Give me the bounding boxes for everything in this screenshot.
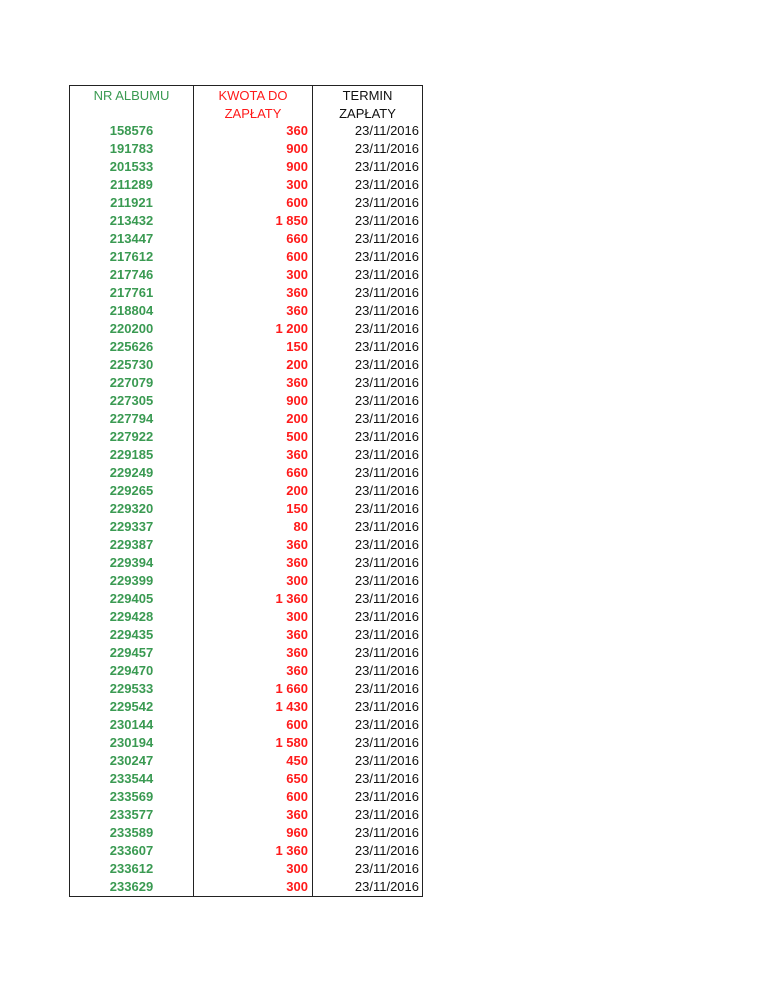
album-number-cell: 217761 (109, 285, 154, 300)
header-amount-line1: KWOTA DO (218, 88, 288, 103)
album-number-cell: 233569 (109, 789, 154, 804)
payment-deadline-cell: 23/11/2016 (312, 248, 422, 266)
amount-due-cell: 1 360 (193, 590, 312, 608)
amount-due-cell: 900 (193, 158, 312, 176)
payment-deadline-cell: 23/11/2016 (312, 428, 422, 446)
amount-due-cell: 360 (193, 302, 312, 320)
table-row (70, 392, 422, 410)
album-number-cell: 229428 (109, 609, 154, 624)
payment-deadline-cell: 23/11/2016 (312, 644, 422, 662)
table-row (70, 482, 422, 500)
payment-deadline-cell: 23/11/2016 (312, 176, 422, 194)
amount-due-cell: 360 (193, 626, 312, 644)
amount-due-cell: 1 660 (193, 680, 312, 698)
table-row (70, 626, 422, 644)
header-amount-due (193, 86, 312, 122)
amount-due-cell: 150 (193, 500, 312, 518)
table-row (70, 554, 422, 572)
amount-due-cell: 600 (193, 788, 312, 806)
amount-due-cell: 360 (193, 446, 312, 464)
amount-due-cell: 360 (193, 806, 312, 824)
payment-deadline-cell: 23/11/2016 (312, 572, 422, 590)
amount-due-cell: 1 850 (193, 212, 312, 230)
album-number-cell: 191783 (109, 141, 154, 156)
payment-deadline-cell: 23/11/2016 (312, 536, 422, 554)
payment-deadline-cell: 23/11/2016 (312, 662, 422, 680)
album-number-cell: 217612 (109, 249, 154, 264)
payment-deadline-cell: 23/11/2016 (312, 230, 422, 248)
amount-due-cell: 150 (193, 338, 312, 356)
album-number-cell: 227079 (109, 375, 154, 390)
album-number-cell: 229387 (109, 537, 154, 552)
album-number-cell: 229249 (109, 465, 154, 480)
table-row (70, 608, 422, 626)
album-number-cell: 229399 (109, 573, 154, 588)
table-row (70, 824, 422, 842)
table-row (70, 410, 422, 428)
amount-due-cell: 600 (193, 194, 312, 212)
payment-deadline-cell: 23/11/2016 (312, 842, 422, 860)
table-row (70, 338, 422, 356)
payment-table (69, 85, 423, 897)
payment-deadline-cell: 23/11/2016 (312, 122, 422, 140)
amount-due-cell: 650 (193, 770, 312, 788)
payment-deadline-cell: 23/11/2016 (312, 824, 422, 842)
amount-due-cell: 300 (193, 176, 312, 194)
table-row (70, 266, 422, 284)
album-number-cell: 227922 (109, 429, 154, 444)
payment-deadline-cell: 23/11/2016 (312, 752, 422, 770)
table-row (70, 374, 422, 392)
album-number-cell: 227794 (109, 411, 154, 426)
table-row (70, 878, 422, 896)
amount-due-cell: 360 (193, 374, 312, 392)
album-number-cell: 229394 (109, 555, 154, 570)
amount-due-cell: 360 (193, 284, 312, 302)
payment-deadline-cell: 23/11/2016 (312, 734, 422, 752)
amount-due-cell: 1 580 (193, 734, 312, 752)
table-row (70, 284, 422, 302)
amount-due-cell: 1 430 (193, 698, 312, 716)
table-row (70, 320, 422, 338)
payment-deadline-cell: 23/11/2016 (312, 878, 422, 896)
payment-deadline-cell: 23/11/2016 (312, 626, 422, 644)
amount-due-cell: 80 (193, 518, 312, 536)
album-number-cell: 220200 (109, 321, 154, 336)
amount-due-cell: 300 (193, 266, 312, 284)
payment-deadline-cell: 23/11/2016 (312, 590, 422, 608)
table-row (70, 356, 422, 374)
payment-deadline-cell: 23/11/2016 (312, 338, 422, 356)
album-number-cell: 211921 (110, 195, 153, 210)
album-number-cell: 211289 (110, 177, 153, 192)
amount-due-cell: 360 (193, 122, 312, 140)
amount-due-cell: 300 (193, 572, 312, 590)
amount-due-cell: 200 (193, 356, 312, 374)
album-number-cell: 225626 (109, 339, 154, 354)
album-number-cell: 229470 (109, 663, 154, 678)
table-row (70, 572, 422, 590)
table-row (70, 500, 422, 518)
table-row (70, 176, 422, 194)
table-row (70, 662, 422, 680)
payment-deadline-cell: 23/11/2016 (312, 356, 422, 374)
payment-deadline-cell: 23/11/2016 (312, 770, 422, 788)
table-row (70, 770, 422, 788)
table-row (70, 806, 422, 824)
table-row (70, 590, 422, 608)
amount-due-cell: 300 (193, 608, 312, 626)
album-number-cell: 213447 (109, 231, 154, 246)
album-number-cell: 233589 (109, 825, 154, 840)
album-number-cell: 158576 (109, 123, 154, 138)
payment-deadline-cell: 23/11/2016 (312, 788, 422, 806)
album-number-cell: 233612 (109, 861, 154, 876)
album-number-cell: 233629 (109, 879, 154, 894)
album-number-cell: 201533 (109, 159, 154, 174)
album-number-cell: 227305 (109, 393, 154, 408)
amount-due-cell: 600 (193, 248, 312, 266)
payment-deadline-cell: 23/11/2016 (312, 194, 422, 212)
payment-deadline-cell: 23/11/2016 (312, 284, 422, 302)
payment-deadline-cell: 23/11/2016 (312, 302, 422, 320)
table-row (70, 446, 422, 464)
header-deadline-line2: ZAPŁATY (339, 106, 396, 121)
album-number-cell: 229337 (109, 519, 154, 534)
amount-due-cell: 960 (193, 824, 312, 842)
amount-due-cell: 660 (193, 464, 312, 482)
payment-deadline-cell: 23/11/2016 (312, 680, 422, 698)
table-body (70, 122, 422, 896)
payment-deadline-cell: 23/11/2016 (312, 518, 422, 536)
header-amount-line2: ZAPŁATY (224, 106, 282, 121)
amount-due-cell: 450 (193, 752, 312, 770)
table-row (70, 842, 422, 860)
table-row (70, 230, 422, 248)
payment-deadline-cell: 23/11/2016 (312, 806, 422, 824)
table-row (70, 716, 422, 734)
amount-due-cell: 300 (193, 860, 312, 878)
album-number-cell: 213432 (109, 213, 154, 228)
amount-due-cell: 600 (193, 716, 312, 734)
table-row (70, 428, 422, 446)
table-header (70, 86, 422, 122)
payment-deadline-cell: 23/11/2016 (312, 374, 422, 392)
table-row (70, 194, 422, 212)
album-number-cell: 229265 (109, 483, 154, 498)
album-number-cell: 229405 (109, 591, 154, 606)
payment-deadline-cell: 23/11/2016 (312, 482, 422, 500)
amount-due-cell: 500 (193, 428, 312, 446)
album-number-cell: 230194 (109, 735, 154, 750)
album-number-cell: 233577 (109, 807, 154, 822)
payment-deadline-cell: 23/11/2016 (312, 410, 422, 428)
payment-deadline-cell: 23/11/2016 (312, 464, 422, 482)
table-row (70, 158, 422, 176)
table-row (70, 518, 422, 536)
payment-deadline-cell: 23/11/2016 (312, 716, 422, 734)
payment-deadline-cell: 23/11/2016 (312, 608, 422, 626)
payment-deadline-cell: 23/11/2016 (312, 446, 422, 464)
amount-due-cell: 900 (193, 140, 312, 158)
amount-due-cell: 360 (193, 662, 312, 680)
payment-deadline-cell: 23/11/2016 (312, 500, 422, 518)
header-payment-deadline (312, 86, 422, 122)
amount-due-cell: 660 (193, 230, 312, 248)
album-number-cell: 217746 (109, 267, 154, 282)
amount-due-cell: 200 (193, 482, 312, 500)
table-row (70, 464, 422, 482)
album-number-cell: 230247 (109, 753, 154, 768)
header-album-number (70, 86, 193, 122)
table-row (70, 140, 422, 158)
amount-due-cell: 360 (193, 536, 312, 554)
album-number-cell: 229435 (109, 627, 154, 642)
table-row (70, 734, 422, 752)
table-row (70, 536, 422, 554)
table-row (70, 302, 422, 320)
table-row (70, 752, 422, 770)
album-number-cell: 229457 (109, 645, 154, 660)
payment-deadline-cell: 23/11/2016 (312, 320, 422, 338)
album-number-cell: 229542 (109, 699, 154, 714)
table-row (70, 698, 422, 716)
amount-due-cell: 1 360 (193, 842, 312, 860)
album-number-cell: 225730 (109, 357, 154, 372)
album-number-cell: 229185 (109, 447, 154, 462)
table-row (70, 860, 422, 878)
table-row (70, 122, 422, 140)
amount-due-cell: 300 (193, 878, 312, 896)
amount-due-cell: 360 (193, 554, 312, 572)
payment-deadline-cell: 23/11/2016 (312, 698, 422, 716)
album-number-cell: 230144 (109, 717, 154, 732)
album-number-cell: 229320 (109, 501, 154, 516)
album-number-cell: 218804 (109, 303, 154, 318)
payment-deadline-cell: 23/11/2016 (312, 158, 422, 176)
album-number-cell: 233607 (109, 843, 154, 858)
table-row (70, 680, 422, 698)
amount-due-cell: 200 (193, 410, 312, 428)
table-row (70, 644, 422, 662)
payment-deadline-cell: 23/11/2016 (312, 140, 422, 158)
header-album-label: NR ALBUMU (93, 88, 170, 103)
payment-deadline-cell: 23/11/2016 (312, 266, 422, 284)
amount-due-cell: 1 200 (193, 320, 312, 338)
table-row (70, 212, 422, 230)
payment-deadline-cell: 23/11/2016 (312, 860, 422, 878)
table-row (70, 788, 422, 806)
album-number-cell: 233544 (109, 771, 154, 786)
header-deadline-line1: TERMIN (342, 88, 393, 103)
payment-deadline-cell: 23/11/2016 (312, 212, 422, 230)
amount-due-cell: 900 (193, 392, 312, 410)
album-number-cell: 229533 (109, 681, 154, 696)
table-row (70, 248, 422, 266)
payment-deadline-cell: 23/11/2016 (312, 554, 422, 572)
payment-deadline-cell: 23/11/2016 (312, 392, 422, 410)
amount-due-cell: 360 (193, 644, 312, 662)
